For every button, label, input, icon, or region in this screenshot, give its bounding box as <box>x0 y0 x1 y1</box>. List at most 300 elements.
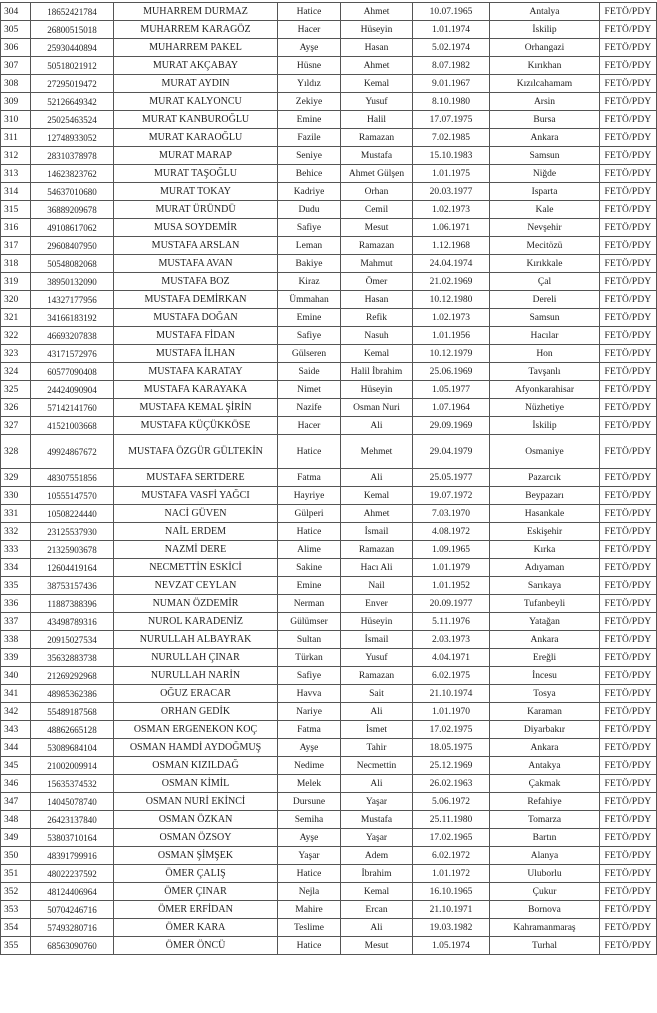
full-name-cell: ORHAN GEDİK <box>114 703 278 721</box>
full-name-cell: NURULLAH ALBAYRAK <box>114 631 278 649</box>
birth-place-cell: Ankara <box>490 129 600 147</box>
mother-name-cell: Mahire <box>278 901 341 919</box>
organization-cell: FETÖ/PDY <box>600 595 657 613</box>
row-number-cell: 327 <box>1 417 31 435</box>
id-number-cell: 26800515018 <box>31 21 114 39</box>
row-number-cell: 318 <box>1 255 31 273</box>
row-number-cell: 316 <box>1 219 31 237</box>
table-row <box>1 487 657 505</box>
organization-cell: FETÖ/PDY <box>600 523 657 541</box>
table-row <box>1 219 657 237</box>
birth-date-cell: 29.04.1979 <box>413 435 490 469</box>
father-name-cell: Ercan <box>341 901 413 919</box>
father-name-cell: Mustafa <box>341 147 413 165</box>
table-row <box>1 649 657 667</box>
father-name-cell: İsmet <box>341 721 413 739</box>
id-number-cell: 50548082068 <box>31 255 114 273</box>
birth-place-cell: Çukur <box>490 883 600 901</box>
row-number-cell: 330 <box>1 487 31 505</box>
full-name-cell: MUSTAFA İLHAN <box>114 345 278 363</box>
row-number-cell: 334 <box>1 559 31 577</box>
organization-cell: FETÖ/PDY <box>600 417 657 435</box>
table-row <box>1 111 657 129</box>
table-row <box>1 775 657 793</box>
table-row <box>1 541 657 559</box>
row-number-cell: 325 <box>1 381 31 399</box>
father-name-cell: Hasan <box>341 39 413 57</box>
mother-name-cell: Emine <box>278 577 341 595</box>
table-row <box>1 291 657 309</box>
mother-name-cell: Saide <box>278 363 341 381</box>
organization-cell: FETÖ/PDY <box>600 487 657 505</box>
row-number-cell: 320 <box>1 291 31 309</box>
mother-name-cell: Sultan <box>278 631 341 649</box>
id-number-cell: 25930440894 <box>31 39 114 57</box>
organization-cell: FETÖ/PDY <box>600 865 657 883</box>
birth-date-cell: 21.10.1971 <box>413 901 490 919</box>
row-number-cell: 344 <box>1 739 31 757</box>
birth-place-cell: Yatağan <box>490 613 600 631</box>
birth-date-cell: 20.03.1977 <box>413 183 490 201</box>
full-name-cell: OSMAN ÖZSOY <box>114 829 278 847</box>
table-row <box>1 255 657 273</box>
id-number-cell: 21002009914 <box>31 757 114 775</box>
birth-date-cell: 19.03.1982 <box>413 919 490 937</box>
mother-name-cell: Bakiye <box>278 255 341 273</box>
id-number-cell: 25025463524 <box>31 111 114 129</box>
id-number-cell: 48985362386 <box>31 685 114 703</box>
id-number-cell: 60577090408 <box>31 363 114 381</box>
birth-place-cell: Çakmak <box>490 775 600 793</box>
row-number-cell: 340 <box>1 667 31 685</box>
mother-name-cell: Hatice <box>278 523 341 541</box>
id-number-cell: 48391799916 <box>31 847 114 865</box>
father-name-cell: Ali <box>341 417 413 435</box>
organization-cell: FETÖ/PDY <box>600 811 657 829</box>
table-row <box>1 505 657 523</box>
mother-name-cell: Hatice <box>278 3 341 21</box>
row-number-cell: 355 <box>1 937 31 955</box>
father-name-cell: Yaşar <box>341 793 413 811</box>
row-number-cell: 311 <box>1 129 31 147</box>
row-number-cell: 349 <box>1 829 31 847</box>
id-number-cell: 53803710164 <box>31 829 114 847</box>
table-body <box>1 3 657 955</box>
row-number-cell: 348 <box>1 811 31 829</box>
birth-date-cell: 1.01.1956 <box>413 327 490 345</box>
organization-cell: FETÖ/PDY <box>600 399 657 417</box>
birth-place-cell: Ankara <box>490 631 600 649</box>
father-name-cell: Mehmet <box>341 435 413 469</box>
organization-cell: FETÖ/PDY <box>600 469 657 487</box>
organization-cell: FETÖ/PDY <box>600 613 657 631</box>
id-number-cell: 12604419164 <box>31 559 114 577</box>
birth-date-cell: 1.05.1977 <box>413 381 490 399</box>
full-name-cell: ÖMER ÖNCÜ <box>114 937 278 955</box>
full-name-cell: MURAT MARAP <box>114 147 278 165</box>
mother-name-cell: Gülperi <box>278 505 341 523</box>
full-name-cell: MURAT KANBUROĞLU <box>114 111 278 129</box>
birth-date-cell: 1.07.1964 <box>413 399 490 417</box>
table-row <box>1 793 657 811</box>
birth-date-cell: 6.02.1975 <box>413 667 490 685</box>
table-row <box>1 327 657 345</box>
table-row <box>1 417 657 435</box>
organization-cell: FETÖ/PDY <box>600 631 657 649</box>
mother-name-cell: Ayşe <box>278 739 341 757</box>
full-name-cell: MURAT TOKAY <box>114 183 278 201</box>
mother-name-cell: Türkan <box>278 649 341 667</box>
birth-place-cell: Bartın <box>490 829 600 847</box>
full-name-cell: MUSTAFA VASFİ YAĞCI <box>114 487 278 505</box>
birth-place-cell: Pazarcık <box>490 469 600 487</box>
organization-cell: FETÖ/PDY <box>600 883 657 901</box>
father-name-cell: Hasan <box>341 291 413 309</box>
mother-name-cell: Ümmahan <box>278 291 341 309</box>
full-name-cell: NECMETTİN ESKİCİ <box>114 559 278 577</box>
father-name-cell: Hüseyin <box>341 613 413 631</box>
father-name-cell: Ahmet <box>341 3 413 21</box>
row-number-cell: 335 <box>1 577 31 595</box>
id-number-cell: 14045078740 <box>31 793 114 811</box>
birth-place-cell: Refahiye <box>490 793 600 811</box>
birth-place-cell: Alanya <box>490 847 600 865</box>
mother-name-cell: Hayriye <box>278 487 341 505</box>
father-name-cell: Kemal <box>341 883 413 901</box>
table-row <box>1 75 657 93</box>
full-name-cell: MUSTAFA AVAN <box>114 255 278 273</box>
organization-cell: FETÖ/PDY <box>600 435 657 469</box>
organization-cell: FETÖ/PDY <box>600 291 657 309</box>
table-row <box>1 703 657 721</box>
father-name-cell: Halil <box>341 111 413 129</box>
birth-place-cell: Adıyaman <box>490 559 600 577</box>
row-number-cell: 328 <box>1 435 31 469</box>
birth-date-cell: 10.07.1965 <box>413 3 490 21</box>
birth-date-cell: 1.02.1973 <box>413 309 490 327</box>
row-number-cell: 350 <box>1 847 31 865</box>
id-number-cell: 55489187568 <box>31 703 114 721</box>
birth-date-cell: 29.09.1969 <box>413 417 490 435</box>
father-name-cell: Ramazan <box>341 129 413 147</box>
birth-date-cell: 25.06.1969 <box>413 363 490 381</box>
table-row <box>1 847 657 865</box>
mother-name-cell: Nedime <box>278 757 341 775</box>
row-number-cell: 306 <box>1 39 31 57</box>
birth-date-cell: 4.04.1971 <box>413 649 490 667</box>
table-row <box>1 237 657 255</box>
organization-cell: FETÖ/PDY <box>600 183 657 201</box>
row-number-cell: 322 <box>1 327 31 345</box>
table-row <box>1 363 657 381</box>
birth-place-cell: Mecitözü <box>490 237 600 255</box>
id-number-cell: 20915027534 <box>31 631 114 649</box>
mother-name-cell: Emine <box>278 111 341 129</box>
full-name-cell: MUHARREM KARAGÖZ <box>114 21 278 39</box>
full-name-cell: MUSTAFA KARAYAKA <box>114 381 278 399</box>
personnel-table <box>0 2 657 955</box>
father-name-cell: Ahmet <box>341 57 413 75</box>
row-number-cell: 352 <box>1 883 31 901</box>
mother-name-cell: Gülümser <box>278 613 341 631</box>
birth-place-cell: Karaman <box>490 703 600 721</box>
birth-place-cell: Niğde <box>490 165 600 183</box>
father-name-cell: Hüseyin <box>341 381 413 399</box>
organization-cell: FETÖ/PDY <box>600 273 657 291</box>
father-name-cell: Kemal <box>341 345 413 363</box>
organization-cell: FETÖ/PDY <box>600 721 657 739</box>
organization-cell: FETÖ/PDY <box>600 559 657 577</box>
full-name-cell: MUSA SOYDEMİR <box>114 219 278 237</box>
mother-name-cell: Hacer <box>278 417 341 435</box>
organization-cell: FETÖ/PDY <box>600 577 657 595</box>
birth-date-cell: 9.01.1967 <box>413 75 490 93</box>
table-row <box>1 381 657 399</box>
table-row <box>1 201 657 219</box>
id-number-cell: 48124406964 <box>31 883 114 901</box>
table-row <box>1 469 657 487</box>
birth-date-cell: 21.10.1974 <box>413 685 490 703</box>
birth-date-cell: 25.12.1969 <box>413 757 490 775</box>
table-row <box>1 3 657 21</box>
row-number-cell: 308 <box>1 75 31 93</box>
birth-date-cell: 18.05.1975 <box>413 739 490 757</box>
birth-place-cell: Tavşanlı <box>490 363 600 381</box>
table-row <box>1 523 657 541</box>
mother-name-cell: Sakine <box>278 559 341 577</box>
birth-place-cell: Turhal <box>490 937 600 955</box>
birth-place-cell: Samsun <box>490 309 600 327</box>
table-row <box>1 399 657 417</box>
row-number-cell: 346 <box>1 775 31 793</box>
id-number-cell: 43171572976 <box>31 345 114 363</box>
father-name-cell: Refik <box>341 309 413 327</box>
birth-date-cell: 1.01.1970 <box>413 703 490 721</box>
birth-place-cell: Hasankale <box>490 505 600 523</box>
id-number-cell: 12748933052 <box>31 129 114 147</box>
row-number-cell: 323 <box>1 345 31 363</box>
organization-cell: FETÖ/PDY <box>600 219 657 237</box>
father-name-cell: Ali <box>341 469 413 487</box>
birth-place-cell: Osmaniye <box>490 435 600 469</box>
father-name-cell: Ramazan <box>341 667 413 685</box>
table-row <box>1 613 657 631</box>
father-name-cell: Ali <box>341 775 413 793</box>
birth-place-cell: Diyarbakır <box>490 721 600 739</box>
father-name-cell: Mahmut <box>341 255 413 273</box>
father-name-cell: Necmettin <box>341 757 413 775</box>
mother-name-cell: Havva <box>278 685 341 703</box>
birth-date-cell: 26.02.1963 <box>413 775 490 793</box>
birth-place-cell: Afyonkarahisar <box>490 381 600 399</box>
table-row <box>1 667 657 685</box>
father-name-cell: Ömer <box>341 273 413 291</box>
table-row <box>1 739 657 757</box>
mother-name-cell: Kiraz <box>278 273 341 291</box>
table-row <box>1 559 657 577</box>
mother-name-cell: Hatice <box>278 937 341 955</box>
table-row <box>1 829 657 847</box>
birth-date-cell: 1.01.1979 <box>413 559 490 577</box>
birth-place-cell: Nevşehir <box>490 219 600 237</box>
row-number-cell: 314 <box>1 183 31 201</box>
organization-cell: FETÖ/PDY <box>600 901 657 919</box>
birth-date-cell: 10.12.1980 <box>413 291 490 309</box>
id-number-cell: 57142141760 <box>31 399 114 417</box>
birth-place-cell: İncesu <box>490 667 600 685</box>
father-name-cell: Yusuf <box>341 649 413 667</box>
organization-cell: FETÖ/PDY <box>600 685 657 703</box>
organization-cell: FETÖ/PDY <box>600 165 657 183</box>
birth-place-cell: Antalya <box>490 3 600 21</box>
birth-place-cell: Tosya <box>490 685 600 703</box>
row-number-cell: 324 <box>1 363 31 381</box>
row-number-cell: 313 <box>1 165 31 183</box>
row-number-cell: 321 <box>1 309 31 327</box>
organization-cell: FETÖ/PDY <box>600 75 657 93</box>
row-number-cell: 319 <box>1 273 31 291</box>
mother-name-cell: Behice <box>278 165 341 183</box>
mother-name-cell: Yaşar <box>278 847 341 865</box>
father-name-cell: Ahmet Gülşen <box>341 165 413 183</box>
birth-date-cell: 17.07.1975 <box>413 111 490 129</box>
father-name-cell: Cemil <box>341 201 413 219</box>
organization-cell: FETÖ/PDY <box>600 829 657 847</box>
birth-place-cell: Tomarza <box>490 811 600 829</box>
mother-name-cell: Dursune <box>278 793 341 811</box>
organization-cell: FETÖ/PDY <box>600 147 657 165</box>
mother-name-cell: Seniye <box>278 147 341 165</box>
id-number-cell: 50518021912 <box>31 57 114 75</box>
full-name-cell: OĞUZ ERACAR <box>114 685 278 703</box>
birth-place-cell: Orhangazi <box>490 39 600 57</box>
birth-place-cell: Kahramanmaraş <box>490 919 600 937</box>
birth-place-cell: Eskişehir <box>490 523 600 541</box>
father-name-cell: Ahmet <box>341 505 413 523</box>
birth-date-cell: 25.11.1980 <box>413 811 490 829</box>
mother-name-cell: Safiye <box>278 667 341 685</box>
birth-date-cell: 8.10.1980 <box>413 93 490 111</box>
birth-place-cell: Kırıkhan <box>490 57 600 75</box>
table-row <box>1 631 657 649</box>
organization-cell: FETÖ/PDY <box>600 649 657 667</box>
table-row <box>1 685 657 703</box>
full-name-cell: MURAT KARAOĞLU <box>114 129 278 147</box>
birth-place-cell: Beypazarı <box>490 487 600 505</box>
full-name-cell: OSMAN HAMDİ AYDOĞMUŞ <box>114 739 278 757</box>
id-number-cell: 68563090760 <box>31 937 114 955</box>
birth-date-cell: 15.10.1983 <box>413 147 490 165</box>
organization-cell: FETÖ/PDY <box>600 937 657 955</box>
full-name-cell: OSMAN KİMİL <box>114 775 278 793</box>
mother-name-cell: Nazife <box>278 399 341 417</box>
birth-place-cell: Samsun <box>490 147 600 165</box>
father-name-cell: Hüseyin <box>341 21 413 39</box>
birth-date-cell: 8.07.1982 <box>413 57 490 75</box>
full-name-cell: NAZMİ DERE <box>114 541 278 559</box>
id-number-cell: 43498789316 <box>31 613 114 631</box>
full-name-cell: OSMAN ERGENEKON KOÇ <box>114 721 278 739</box>
organization-cell: FETÖ/PDY <box>600 21 657 39</box>
organization-cell: FETÖ/PDY <box>600 739 657 757</box>
mother-name-cell: Hacer <box>278 21 341 39</box>
father-name-cell: Nail <box>341 577 413 595</box>
full-name-cell: OSMAN NURİ EKİNCİ <box>114 793 278 811</box>
mother-name-cell: Safiye <box>278 219 341 237</box>
row-number-cell: 315 <box>1 201 31 219</box>
mother-name-cell: Gülseren <box>278 345 341 363</box>
birth-place-cell: Bursa <box>490 111 600 129</box>
mother-name-cell: Ayşe <box>278 829 341 847</box>
full-name-cell: OSMAN ÖZKAN <box>114 811 278 829</box>
full-name-cell: MURAT ÜRÜNDÜ <box>114 201 278 219</box>
birth-date-cell: 17.02.1965 <box>413 829 490 847</box>
row-number-cell: 312 <box>1 147 31 165</box>
id-number-cell: 48022237592 <box>31 865 114 883</box>
organization-cell: FETÖ/PDY <box>600 255 657 273</box>
row-number-cell: 353 <box>1 901 31 919</box>
full-name-cell: MURAT KALYONCU <box>114 93 278 111</box>
father-name-cell: Tahir <box>341 739 413 757</box>
organization-cell: FETÖ/PDY <box>600 703 657 721</box>
id-number-cell: 10508224440 <box>31 505 114 523</box>
organization-cell: FETÖ/PDY <box>600 381 657 399</box>
mother-name-cell: Leman <box>278 237 341 255</box>
father-name-cell: Nasuh <box>341 327 413 345</box>
mother-name-cell: Alime <box>278 541 341 559</box>
row-number-cell: 336 <box>1 595 31 613</box>
birth-place-cell: Kızılcahamam <box>490 75 600 93</box>
father-name-cell: Ramazan <box>341 541 413 559</box>
organization-cell: FETÖ/PDY <box>600 793 657 811</box>
row-number-cell: 304 <box>1 3 31 21</box>
table-row <box>1 345 657 363</box>
full-name-cell: MUSTAFA FİDAN <box>114 327 278 345</box>
birth-date-cell: 1.02.1973 <box>413 201 490 219</box>
full-name-cell: MUSTAFA ARSLAN <box>114 237 278 255</box>
birth-date-cell: 1.01.1972 <box>413 865 490 883</box>
table-row <box>1 147 657 165</box>
birth-place-cell: İskilip <box>490 417 600 435</box>
mother-name-cell: Fazile <box>278 129 341 147</box>
full-name-cell: NURULLAH ÇINAR <box>114 649 278 667</box>
birth-place-cell: Ankara <box>490 739 600 757</box>
mother-name-cell: Nerman <box>278 595 341 613</box>
row-number-cell: 347 <box>1 793 31 811</box>
id-number-cell: 49924867672 <box>31 435 114 469</box>
father-name-cell: Sait <box>341 685 413 703</box>
table-row <box>1 811 657 829</box>
birth-date-cell: 25.05.1977 <box>413 469 490 487</box>
mother-name-cell: Kadriye <box>278 183 341 201</box>
row-number-cell: 331 <box>1 505 31 523</box>
full-name-cell: NUROL KARADENİZ <box>114 613 278 631</box>
id-number-cell: 50704246716 <box>31 901 114 919</box>
birth-place-cell: Arsin <box>490 93 600 111</box>
id-number-cell: 34166183192 <box>31 309 114 327</box>
id-number-cell: 14327177956 <box>31 291 114 309</box>
father-name-cell: Kemal <box>341 75 413 93</box>
full-name-cell: OSMAN KIZILDAĞ <box>114 757 278 775</box>
birth-date-cell: 17.02.1975 <box>413 721 490 739</box>
birth-date-cell: 7.02.1985 <box>413 129 490 147</box>
row-number-cell: 338 <box>1 631 31 649</box>
row-number-cell: 332 <box>1 523 31 541</box>
organization-cell: FETÖ/PDY <box>600 757 657 775</box>
row-number-cell: 343 <box>1 721 31 739</box>
birth-place-cell: Nüzhetiye <box>490 399 600 417</box>
birth-place-cell: İskilip <box>490 21 600 39</box>
